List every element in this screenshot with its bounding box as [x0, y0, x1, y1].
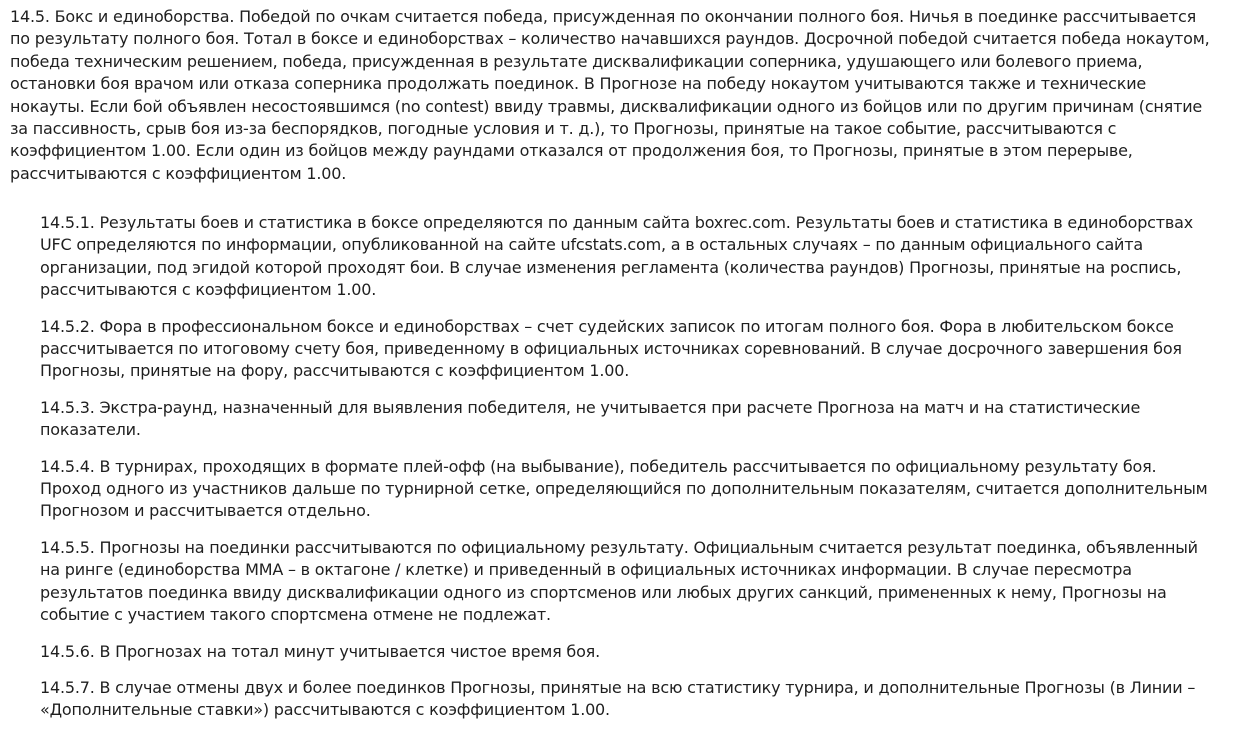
subsection-list — [40, 212, 1210, 736]
subsection-14-5-2: 14.5.2. Фора в профессиональном боксе и единоборствах – счет судейских записок по итогам полного боя. Фора в любительском боксе рассчитывается по итоговому счету боя, приведенному в официальных источниках соревнований. В случае досрочного завершения боя Прогнозы, принятые на фору, рассчитываются с коэффициентом 1.00. — [40, 316, 1182, 381]
subsection-14-5-7: 14.5.7. В случае отмены двух и более поединков Прогнозы, принятые на всю статистику турнира, и дополнительные Прогнозы (в Линии – «Дополнительные ставки») рассчитываются с коэффициентом 1.00. — [40, 677, 1196, 720]
subsection-14-5-1: 14.5.1. Результаты боев и статистика в боксе определяются по данным сайта boxrec.com. Результаты боев и статистика в единоборствах UFC определяются по информации, опубликованной на сайте ufcstats.com, а в остальных случаях – по данным официального сайта организации, под эгидой которой проходят бои. В случае изменения регламента (количества раундов) Прогнозы, принятые на роспись, рассчитываются с коэффициентом 1.00. — [40, 213, 1193, 300]
subsection-14-5-4: 14.5.4. В турнирах, проходящих в формате плей-офф (на выбывание), победитель рассчитывается по официальному результату боя. Проход одного из участников дальше по турнирной сетке, определяющийся по дополнительным показателям, считается дополнительным Прогнозом и рассчитывается отдельно. — [40, 456, 1208, 521]
subsection-14-5-6: 14.5.6. В Прогнозах на тотал минут учитывается чистое время боя. — [40, 641, 600, 661]
section-14-5-paragraph: 14.5. Бокс и единоборства. Победой по очкам считается победа, присужденная по окончании полного боя. Ничья в поединке рассчитывается по результату полного боя. Тотал в боксе и единоборствах – количество начавшихся раундов. Досрочной победой считается победа нокаутом, победа техническим решением, победа, присужденная в результате дисквалификации соперника, удушающего или болевого приема, остановки боя врачом или отказа соперника продолжать поединок. В Прогнозе на победу нокаутом учитываются также и технические нокауты. Если бой объявлен несостоявшимся (no contest) ввиду травмы, дисквалификации одного из бойцов или по другим причинам (снятие за пассивность, срыв боя из-за беспорядков, погодные условия и т. д.), то Прогнозы, принятые на такое событие, рассчитываются с коэффициентом 1.00. Если один из бойцов между раундами отказался от продолжения боя, то Прогнозы, принятые в этом перерыве, рассчитываются с коэффициентом 1.00. — [10, 7, 1210, 183]
subsection-14-5-3: 14.5.3. Экстра-раунд, назначенный для выявления победителя, не учитывается при расчете Прогноза на матч и на статистические показатели. — [40, 397, 1141, 440]
subsection-14-5-5: 14.5.5. Прогнозы на поединки рассчитываются по официальному результату. Официальным считается результат поединка, объявленный на ринге (единоборства ММА – в октагоне / клетке) и приведенный в официальных источниках информации. В случае пересмотра результатов поединка ввиду дисквалификации одного из спортсменов или любых других санкций, примененных к нему, Прогнозы на событие с участием такого спортсмена отмене не подлежат. — [40, 537, 1198, 625]
